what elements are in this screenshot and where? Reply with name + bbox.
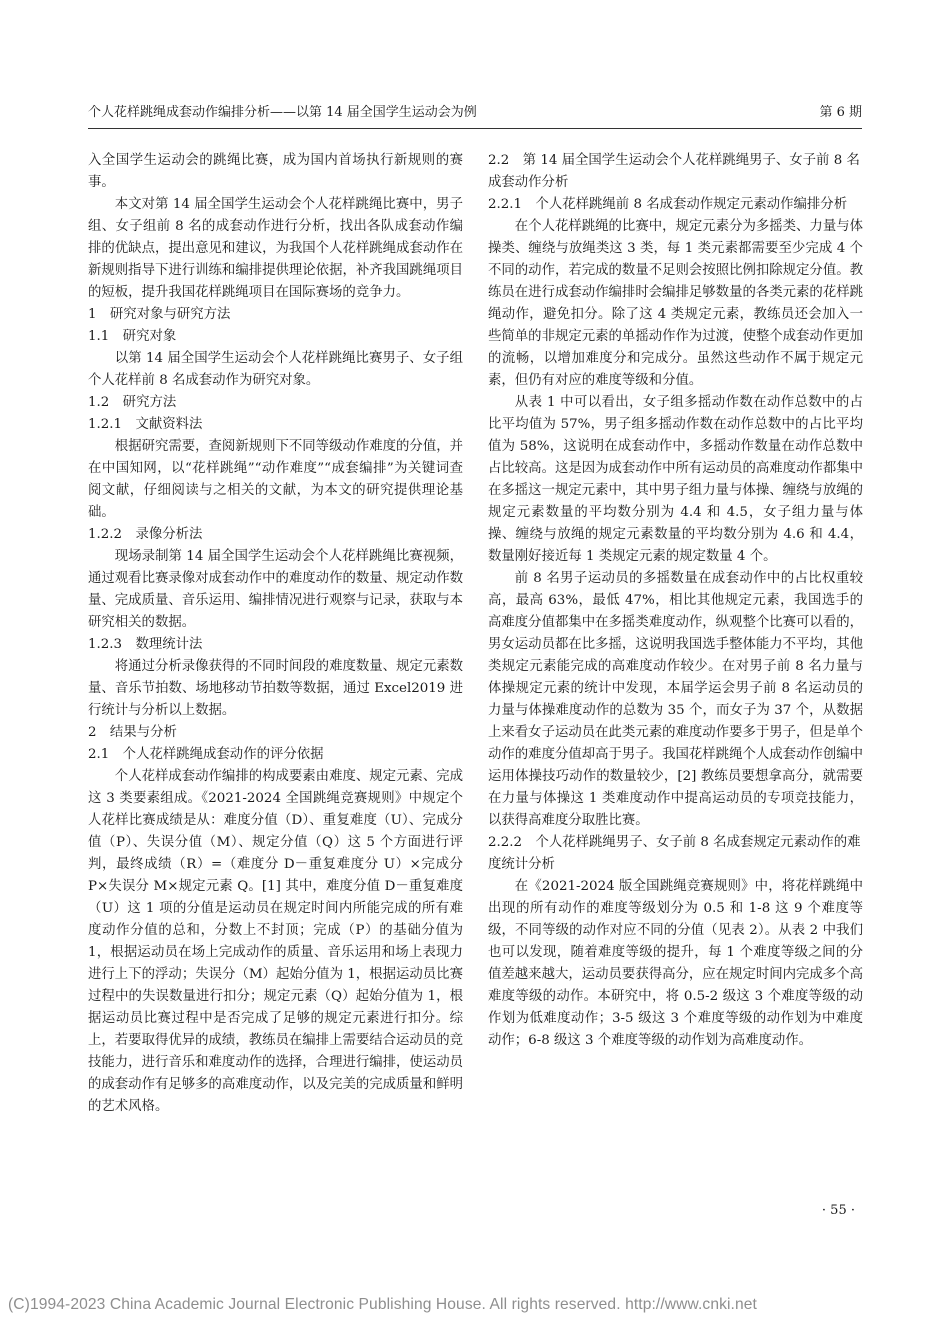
body-paragraph: 在个人花样跳绳的比赛中，规定元素分为多摇类、力量与体操类、缠绕与放绳类这 3 类，每 1 类元素都需要至少完成 4 个不同的动作，若完成的数量不足则会按照比例扣除规定分值。教练员在进行成套动作编排时会编排足够数量的各类元素的花样跳绳动作，避免扣分。除了这 4 类规定元素，教练员还会加入一些简单的非规定元素的单摇动作作为过渡，使整个成套动作更加的流畅，以增加难度分和完成分。虽然这些动作不属于规定元素，但仍有对应的难度等级和分值。 (488, 219, 863, 388)
page-number: · 55 · (821, 1203, 855, 1218)
issue-number: 第 6 期 (819, 105, 862, 120)
subsubsection-heading: 1.2.3 数理统计法 (88, 637, 203, 652)
body-paragraph: 根据研究需要，查阅新规则下不同等级动作难度的分值，并在中国知网，以“花样跳绳”“动作难度”“成套编排”为关键词查阅文献，仔细阅读与之相关的文献，为本文的研究提供理论基础。 (88, 439, 463, 520)
subsection-heading: 1.1 研究对象 (88, 329, 177, 344)
body-paragraph: 个人花样成套动作编排的构成要素由难度、规定元素、完成这 3 类要素组成。《2021-2024 全国跳绳竞赛规则》中规定个人花样比赛成绩是从：难度分值（D）、重复难度（U）、完成分值（P）、失误分值（M）、规定分值（Q）这 5 个方面进行评判，最终成绩（R）=（难度分 D－重复难度分 U）×完成分 P×失误分 M×规定元素 Q。[1] 其中，难度分值 D－重复难度（U）这 1 项的分值是运动员在规定时间内所能完成的所有难度动作分值的总和，分数上不封顶；完成（P）的基础分值为 1，根据运动员在场上完成动作的质量、音乐运用和场上表现力进行上下的浮动；失误分（M）起始分值为 1，根据运动员比赛过程中的失误数量进行扣分；规定元素（Q）起始分值为 1，根据运动员比赛过程中是否完成了足够的规定元素进行扣分。综上，若要取得优异的成绩，教练员在编排上需要结合运动员的竞技能力，进行音乐和难度动作的选择，合理进行编排，使运动员的成套动作有足够多的高难度动作，以及完美的完成质量和鲜明的艺术风格。 (88, 769, 463, 1114)
body-paragraph: 本文对第 14 届全国学生运动会个人花样跳绳比赛中，男子组、女子组前 8 名的成套动作进行分析，找出各队成套动作编排的优缺点，提出意见和建议，为我国个人花样跳绳成套动作在新规则指导下进行训练和编排提供理论依据，补齐我国跳绳项目的短板，提升我国花样跳绳项目在国际赛场的竞争力。 (88, 197, 463, 300)
subsubsection-heading: 2.2.1 个人花样跳绳前 8 名成套动作规定元素动作编排分析 (488, 197, 848, 212)
left-column (88, 150, 463, 1118)
subsubsection-heading: 2.2.2 个人花样跳绳男子、女子前 8 名成套规定元素动作的难度统计分析 (488, 835, 861, 872)
subsection-heading: 1.2 研究方法 (88, 395, 177, 410)
body-paragraph-continued: 入全国学生运动会的跳绳比赛，成为国内首场执行新规则的赛事。 (88, 153, 463, 190)
copyright-watermark: (C)1994-2023 China Academic Journal Electronic Publishing House. All rights reserved. http://www.cnki.net (8, 1296, 757, 1313)
body-paragraph: 现场录制第 14 届全国学生运动会个人花样跳绳比赛视频，通过观看比赛录像对成套动作中的难度动作的数量、规定动作数量、完成质量、音乐运用、编排情况进行观察与记录，获取与本研究相关的数据。 (88, 549, 463, 630)
body-paragraph: 以第 14 届全国学生运动会个人花样跳绳比赛男子、女子组个人花样前 8 名成套动作为研究对象。 (88, 351, 463, 388)
subsection-heading: 2.1 个人花样跳绳成套动作的评分依据 (88, 747, 324, 762)
subsection-heading: 2.2 第 14 届全国学生运动会个人花样跳绳男子、女子前 8 名成套动作分析 (488, 153, 860, 190)
body-paragraph: 将通过分析录像获得的不同时间段的难度数量、规定元素数量、音乐节拍数、场地移动节拍数等数据，通过 Excel2019 进行统计与分析以上数据。 (88, 659, 463, 718)
subsubsection-heading: 1.2.1 文献资料法 (88, 417, 203, 432)
section-heading: 1 研究对象与研究方法 (88, 307, 231, 322)
body-paragraph: 在《2021-2024 版全国跳绳竞赛规则》中，将花样跳绳中出现的所有动作的难度等级划分为 0.5 和 1-8 这 9 个难度等级，不同等级的动作对应不同的分值（见表 2）。从表 2 中我们也可以发现，随着难度等级的提升，每 1 个难度等级之间的分值差越来越大，运动员要获得高分，应在规定时间内完成多个高难度等级的动作。本研究中，将 0.5-2 级这 3 个难度等级的动作划为低难度动作；3-5 级这 3 个难度等级的动作划为中难度动作；6-8 级这 3 个难度等级的动作划为高难度动作。 (488, 879, 863, 1048)
body-paragraph: 前 8 名男子运动员的多摇数量在成套动作中的占比权重较高，最高 63%，最低 47%，相比其他规定元素，我国选手的高难度分值都集中在多摇类难度动作，纵观整个比赛可以看的，男女运动员都在比多摇，这说明我国选手整体能力不平均，其他类规定元素能完成的高难度动作较少。在对男子前 8 名力量与体操规定元素的统计中发现，本届学运会男子前 8 名运动员的力量与体操难度动作的总数为 35 个，而女子为 37 个，从数据上来看女子运动员在此类元素的难度动作要多于男子，但是单个动作的难度分值却高于男子。我国花样跳绳个人成套动作创编中运用体操技巧动作的数量较少，[2] 教练员要想拿高分，就需要在力量与体操这 1 类难度动作中提高运动员的专项竞技能力，以获得高难度分取胜比赛。 (488, 571, 863, 828)
header-rule (88, 128, 862, 129)
right-column (488, 150, 863, 1052)
body-paragraph: 从表 1 中可以看出，女子组多摇动作数在动作总数中的占比平均值为 57%，男子组多摇动作数在动作总数中的占比平均值为 58%，这说明在成套动作中，多摇动作数量在动作总数中占比较高。这是因为成套动作中所有运动员的高难度动作都集中在多摇这一规定元素中，其中男子组力量与体操、缠绕与放绳的规定元素数量的平均数分别为 4.4 和 4.5，女子组力量与体操、缠绕与放绳的规定元素数量的平均数分别为 4.6 和 4.4，数量刚好接近每 1 类规定元素的规定数量 4 个。 (488, 395, 863, 564)
running-head-title: 个人花样跳绳成套动作编排分析——以第 14 届全国学生运动会为例 (88, 105, 477, 120)
subsubsection-heading: 1.2.2 录像分析法 (88, 527, 203, 542)
section-heading: 2 结果与分析 (88, 725, 177, 740)
